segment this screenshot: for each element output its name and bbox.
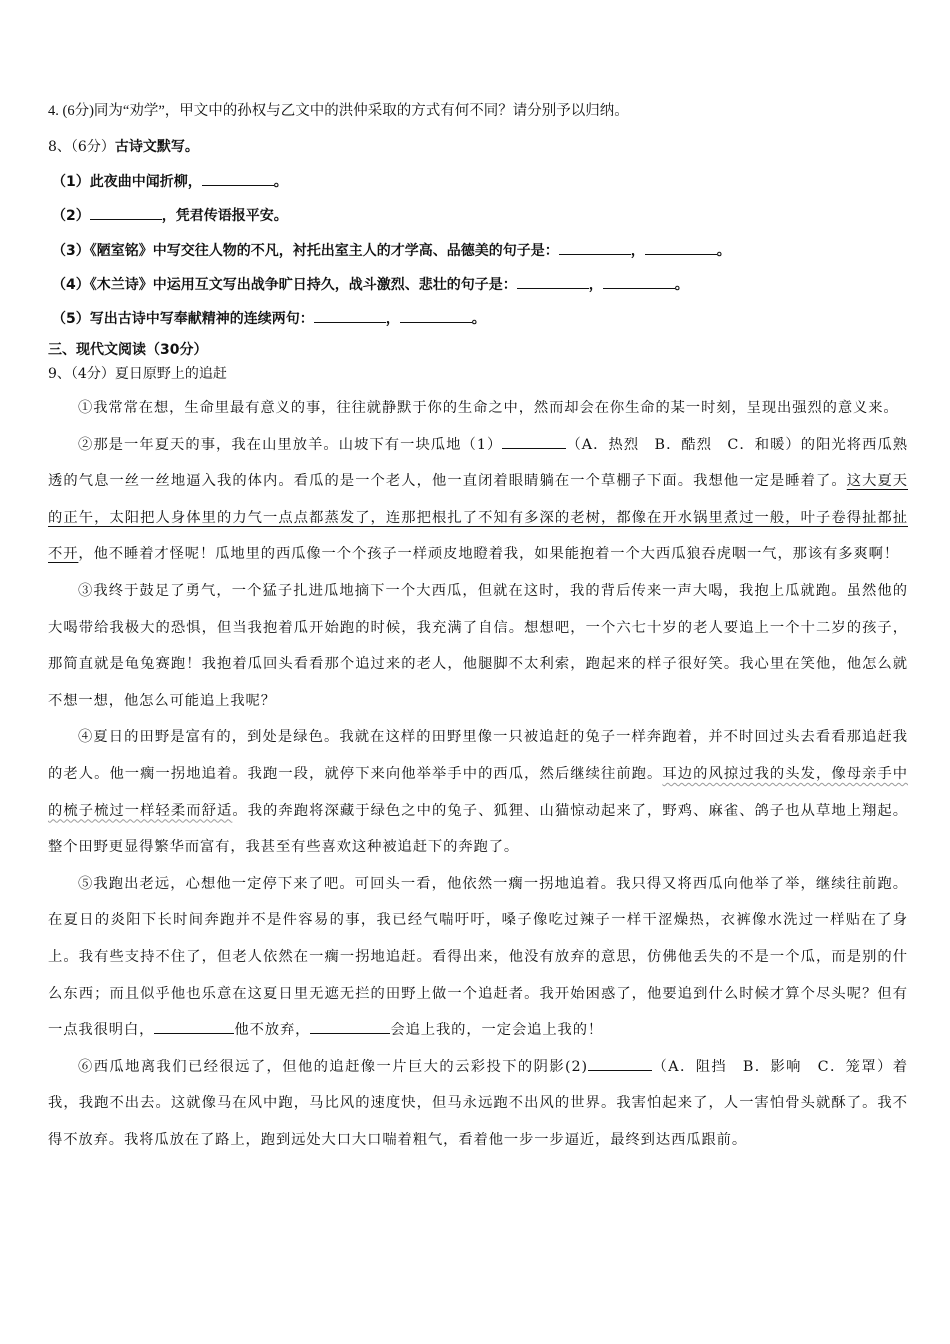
text: 会追上我的，一定会追上我的！: [390, 1022, 604, 1039]
question-8-item-1: [52, 171, 288, 192]
item-text: 。: [716, 243, 731, 259]
item-text: ，: [385, 311, 400, 327]
text: 着我，我跑不出去。这就像马在风中跑，马比风的速度快，但马永远跑不出风的世界。我害怕起来了，人一害怕骨头就酥了。我不得不放弃。我将瓜放在了路上，跑到远处大口大口喘着粗气，看着他一步一步逼近，最终到达西瓜跟前。: [48, 1058, 908, 1148]
answer-blank[interactable]: [603, 274, 675, 289]
item-text: （3）《陋室铭》中写交往人物的不凡，衬托出室主人的才学高、品德美的句子是：: [52, 243, 559, 259]
paragraph-2: [48, 427, 908, 573]
section-title-text: 三、现代文阅读（30分）: [48, 342, 208, 358]
item-text: （4）《木兰诗》中运用互文写出战争旷日持久，战斗激烈、悲壮的句子是：: [52, 277, 517, 293]
question-8-title: 古诗文默写。: [114, 139, 199, 155]
text: ，他不睡着才怪呢！瓜地里的西瓜像一个个孩子一样顽皮地瞪着我，如果能抱着一个大西瓜狼吞虎咽一气，那该有多爽啊！: [78, 546, 900, 563]
paragraph-1: ①我常常在想，生命里最有意义的事，往往就静默于你的生命之中，然而却会在你生命的某一时刻，呈现出强烈的意义来。: [78, 400, 899, 416]
paragraph-5: [48, 866, 908, 1049]
question-9-header: [48, 364, 227, 384]
answer-blank[interactable]: [400, 308, 472, 323]
item-text: （5）写出古诗中写奉献精神的连续两句：: [52, 311, 314, 327]
text: ⑤我跑出老远，心想他一定停下来了吧。可回头一看，他依然一瘸一拐地追着。我只得又将西瓜向他举了举，继续往前跑。在夏日的炎阳下长时间奔跑并不是件容易的事，我已经气喘吁吁，嗓子像吃过辣子一样干涩燥热，衣裤像水洗过一样贴在了身上。我有些支持不住了，但老人依然在一瘸一拐地追赶。看得出来，他没有放弃的意思，仿佛他丢失的不是一个瓜，而是别的什么东西；而且似乎他也乐意在这夏日里无遮无拦的田野上做一个追赶者。我开始困惑了，他要追到什么时候才算个尽头呢？但有一点我很明白，: [48, 875, 908, 1039]
item-text: （2）: [52, 208, 90, 224]
choice-options: （A．阻挡 B．影响 C．笼罩）: [652, 1058, 893, 1075]
text: ④夏日的田野是富有的，到处是绿色。我就在这样的田野里像一只被追赶的兔子一样奔跑着，并不时回过头去看看那追赶我的老人。他一瘸一拐地追着。我跑一段，就停下来向他举举手中的西瓜，然后继续往前跑。: [48, 729, 908, 782]
item-text: 。: [674, 277, 689, 293]
text: ②那是一年夏天的事，我在山里放羊。山坡下有一块瓜地（1）: [78, 436, 503, 453]
question-4-text: 4. (6分)同为“劝学”，甲文中的孙权与乙文中的洪仲采取的方式有何不同？请分别予以归纳。: [48, 103, 629, 119]
paragraph-3: ③我终于鼓足了勇气，一个猛子扎进瓜地摘下一个大西瓜，但就在这时，我的背后传来一声大喝，我抱上瓜就跑。虽然他的大喝带给我极大的恐惧，但当我抱着瓜开始跑的时候，我充满了自信。想想吧，一个六七十岁的老人要追上一个十二岁的孩子，那简直就是龟兔赛跑！我抱着瓜回头看看那个追过来的老人，他腿脚不太利索，跑起来的样子很好笑。我心里在笑他，他怎么就不想一想，他怎么可能追上我呢？: [48, 582, 908, 709]
paragraph-6: [48, 1049, 908, 1159]
question-8-item-4: [52, 274, 689, 295]
answer-blank-b[interactable]: [310, 1019, 390, 1034]
answer-blank-1[interactable]: [502, 434, 566, 449]
question-8-score: 8、（6分）: [48, 139, 115, 155]
paragraph-4: [48, 719, 908, 865]
answer-blank-a[interactable]: [154, 1019, 234, 1034]
answer-blank[interactable]: [202, 171, 274, 186]
question-8-item-5: [52, 308, 486, 329]
section-3-title: [48, 340, 207, 360]
answer-blank[interactable]: [559, 240, 631, 255]
item-text: ，: [588, 277, 603, 293]
answer-blank[interactable]: [645, 240, 717, 255]
item-text: 。: [471, 311, 486, 327]
question-4: [48, 101, 629, 121]
text: 的阳光将西瓜熟透的气息一丝一丝地逼入我的体内。看瓜的是一个老人，他一直闭着眼睛躺在一个草棚子下面。我想他一定是睡着了。: [48, 436, 908, 490]
text: 他不放弃，: [234, 1022, 311, 1039]
choice-options: （A．热烈 B．酷烈 C．和暖）: [566, 436, 801, 453]
item-text: 。: [273, 174, 288, 190]
item-text: ，: [630, 243, 645, 259]
question-9-title: 9、（4分）夏日原野上的追赶: [48, 366, 227, 382]
question-8-item-2: [52, 205, 288, 226]
item-text: （1）此夜曲中闻折柳，: [52, 174, 202, 190]
wavy-underlined-sentence: 耳边的风掠过我的头发，像母亲手中的梳子梳过一样轻柔而舒适: [48, 765, 909, 819]
answer-blank-2[interactable]: [588, 1056, 652, 1071]
text: 。我的奔跑将深藏于绿色之中的兔子、狐狸、山猫惊动起来了，野鸡、麻雀、鸽子也从草地上翔起。整个田野更显得繁华而富有，我甚至有些喜欢这种被追赶下的奔跑了。: [48, 802, 908, 856]
answer-blank[interactable]: [517, 274, 589, 289]
question-8-item-3: [52, 240, 731, 261]
item-text: ，凭君传语报平安。: [161, 208, 288, 224]
answer-blank[interactable]: [90, 205, 162, 220]
underlined-sentence: 这大夏天的正午，太阳把人身体里的力气一点点都蒸发了，连那把根扎了不知有多深的老树，都像在开水锅里煮过一般，叶子卷得扯都扯不开: [48, 473, 908, 563]
text: ⑥西瓜地离我们已经很远了，但他的追赶像一片巨大的云彩投下的阴影(2): [78, 1058, 589, 1075]
reading-passage: [48, 390, 908, 1158]
question-8-header: [48, 137, 199, 157]
answer-blank[interactable]: [314, 308, 386, 323]
